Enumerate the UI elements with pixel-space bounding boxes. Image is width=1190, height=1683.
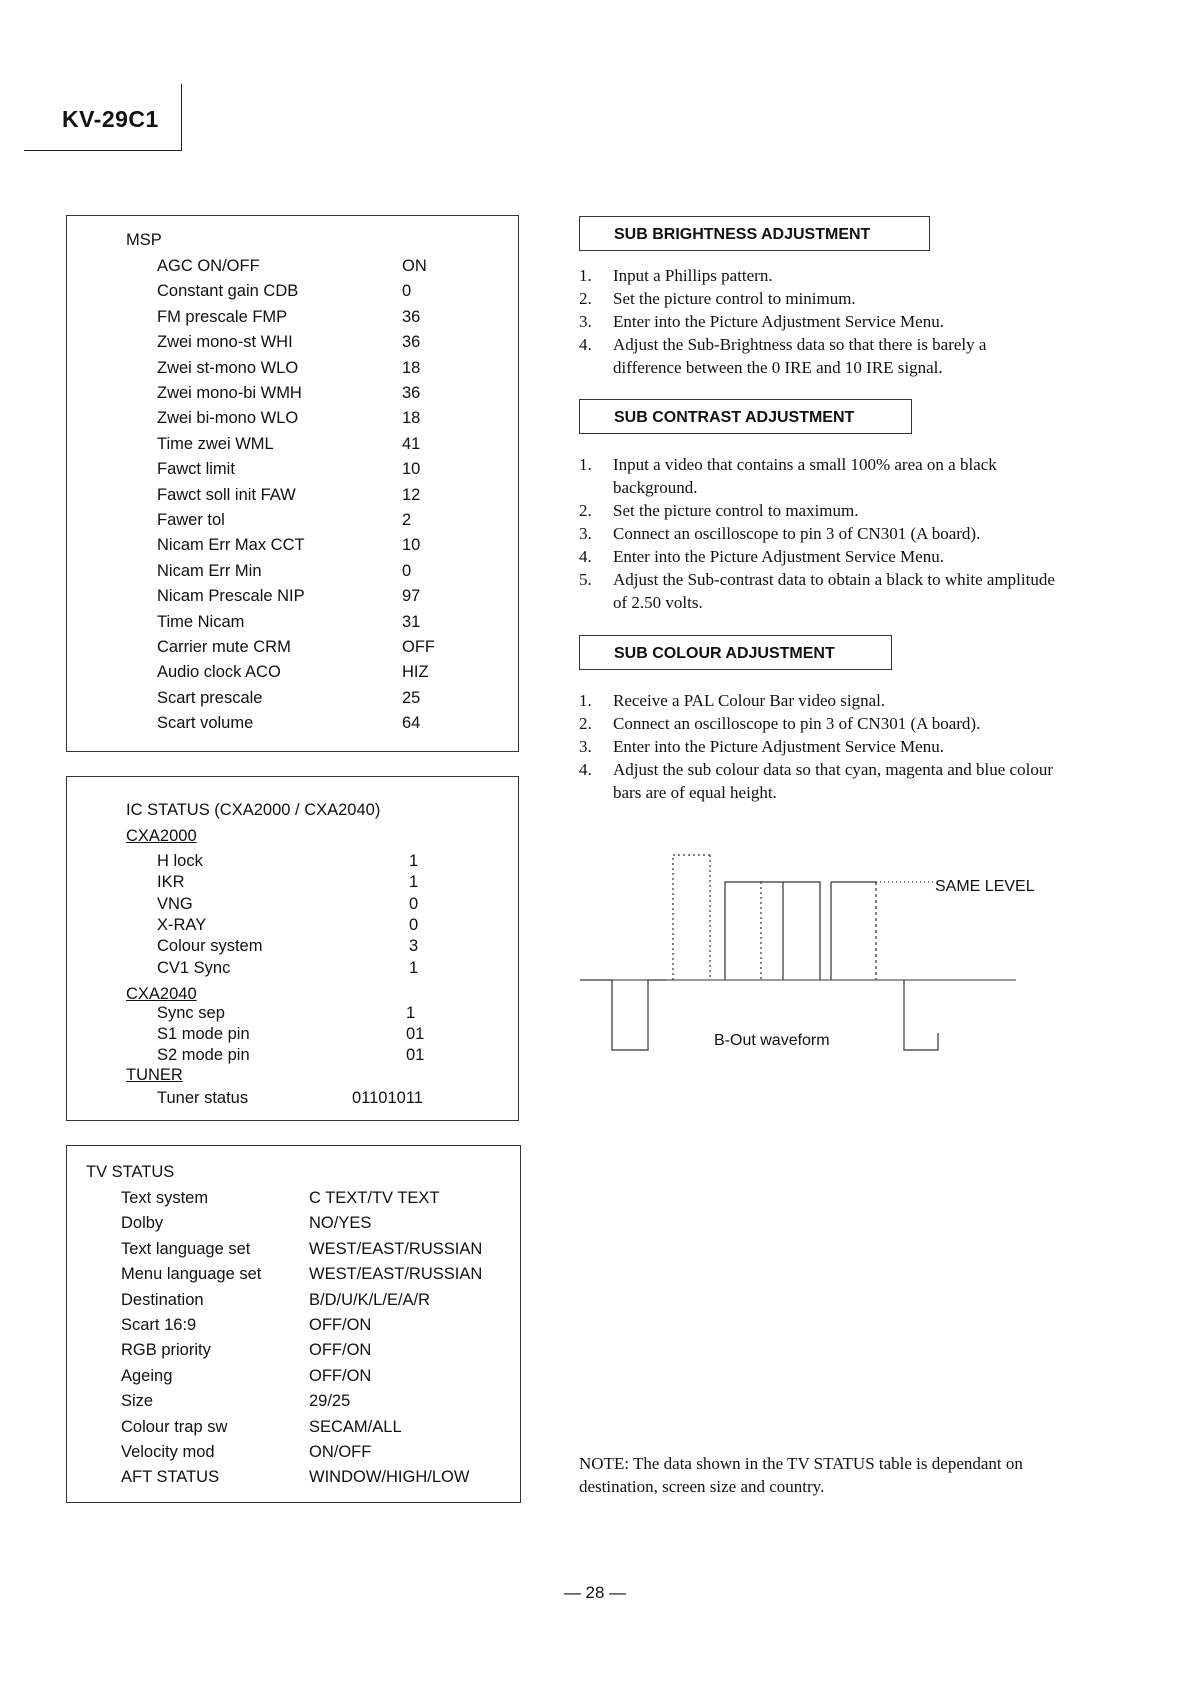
sub-contrast-heading: SUB CONTRAST ADJUSTMENT: [579, 399, 912, 434]
cxa2040-row-label: S2 mode pin: [157, 1045, 250, 1064]
sub-brightness-step-number: 3.: [579, 312, 592, 331]
msp-row-label: AGC ON/OFF: [157, 257, 260, 275]
msp-row-value: 31: [402, 612, 421, 631]
msp-row-value: ON: [402, 257, 427, 275]
msp-row-value: 18: [402, 409, 421, 428]
tuner-row-label: Tuner status: [157, 1089, 249, 1107]
sub-contrast-step-text: Adjust the Sub-contrast data to obtain a black to white amplitude of 2.50 volts.: [613, 570, 1055, 612]
tv-status-row-value: OFF/ON: [309, 1341, 372, 1360]
msp-row-value: 10: [402, 460, 421, 479]
tv-status-row-label: Text language set: [121, 1239, 251, 1258]
cxa2040-row-value: 01: [406, 1024, 425, 1043]
sub-contrast-steps: [579, 453, 1059, 614]
msp-row-label: Time Nicam: [157, 612, 245, 631]
sub-colour-step: [579, 712, 1059, 735]
header-divider-horizontal: [24, 150, 182, 151]
cxa2000-row-value: 0: [409, 894, 419, 913]
sub-brightness-step-text: Adjust the Sub-Brightness data so that there is barely a difference between the 0 IRE and 10 IRE signal.: [613, 335, 987, 377]
cxa2000-row-label: X-RAY: [157, 915, 207, 934]
msp-row-value: 0: [402, 282, 412, 301]
tuner-row-value: 01101011: [352, 1089, 423, 1107]
sub-brightness-step-text: Enter into the Picture Adjustment Service Menu.: [613, 312, 944, 331]
tv-status-row-value: B/D/U/K/L/E/A/R: [309, 1290, 431, 1309]
sub-colour-step-number: 2.: [579, 714, 592, 733]
msp-row-label: Time zwei WML: [157, 434, 274, 453]
sub-brightness-step-number: 2.: [579, 289, 592, 308]
msp-row-label: Zwei mono-bi WMH: [157, 384, 302, 402]
sub-brightness-step: [579, 333, 1059, 379]
cxa2000-heading: CXA2000: [126, 827, 197, 845]
cxa2000-row-value: 1: [409, 873, 419, 892]
tv-status-title: TV STATUS: [86, 1163, 175, 1181]
msp-row-value: HIZ: [402, 663, 429, 682]
msp-row-label: Audio clock ACO: [157, 663, 281, 682]
msp-row-label: Nicam Err Min: [157, 561, 262, 580]
sub-colour-step-text: Enter into the Picture Adjustment Service Menu.: [613, 737, 944, 756]
msp-row-label: Fawct soll init FAW: [157, 485, 296, 504]
sub-colour-step-number: 3.: [579, 737, 592, 756]
cxa2040-row-label: Sync sep: [157, 1004, 225, 1022]
sub-colour-step: [579, 689, 1059, 712]
header-divider-vertical: [181, 84, 182, 150]
page-number: — 28 —: [563, 1583, 627, 1602]
cxa2000-row-value: 1: [409, 852, 419, 870]
msp-row-value: 41: [402, 434, 421, 453]
cxa2000-row-value: 0: [409, 915, 419, 934]
sub-colour-step-text: Adjust the sub colour data so that cyan, magenta and blue colour bars are of equal height.: [613, 760, 1053, 802]
sub-contrast-step: [579, 499, 1059, 522]
sub-colour-step: [579, 758, 1059, 804]
msp-row-value: 0: [402, 561, 412, 580]
cxa2000-row-value: 3: [409, 937, 419, 956]
msp-title: MSP: [126, 231, 162, 249]
tv-status-row-value: C TEXT/TV TEXT: [309, 1189, 440, 1207]
same-level-label: SAME LEVEL: [935, 878, 1035, 895]
sub-colour-heading: SUB COLOUR ADJUSTMENT: [579, 635, 892, 670]
msp-row-value: 12: [402, 485, 421, 504]
tv-status-row-label: Ageing: [121, 1366, 173, 1385]
sub-contrast-step-text: Enter into the Picture Adjustment Service Menu.: [613, 547, 944, 566]
sub-brightness-step-text: Input a Phillips pattern.: [613, 266, 773, 285]
tv-status-row-value: WINDOW/HIGH/LOW: [309, 1468, 470, 1487]
sub-colour-step-number: 4.: [579, 760, 592, 779]
tv-status-row-value: 29/25: [309, 1392, 351, 1411]
tuner-heading: TUNER: [126, 1066, 183, 1084]
b-out-waveform-diagram: [578, 845, 1078, 1065]
tv-status-row-value: NO/YES: [309, 1214, 372, 1233]
sub-brightness-step-number: 4.: [579, 335, 592, 354]
tv-status-table: [66, 1145, 521, 1503]
msp-row-value: OFF: [402, 638, 435, 656]
tv-status-row-value: ON/OFF: [309, 1443, 372, 1461]
msp-row-value: 10: [402, 536, 421, 555]
sub-contrast-step-number: 5.: [579, 570, 592, 589]
msp-row-label: Fawct limit: [157, 460, 235, 479]
sub-contrast-step-number: 3.: [579, 524, 592, 543]
cxa2000-row-label: H lock: [157, 852, 203, 870]
msp-row-label: Fawer tol: [157, 511, 225, 529]
sub-colour-steps: [579, 689, 1059, 804]
sub-contrast-step-number: 4.: [579, 547, 592, 566]
sub-brightness-step: [579, 264, 1059, 287]
msp-row-value: 25: [402, 688, 421, 707]
cxa2000-row-value: 1: [409, 958, 419, 977]
cxa2000-row-label: Colour system: [157, 937, 263, 956]
msp-row-value: 64: [402, 714, 421, 733]
note-text: NOTE: The data shown in the TV STATUS table is dependant on destination, screen size and country.: [579, 1454, 1023, 1496]
sub-brightness-step-number: 1.: [579, 266, 592, 285]
sub-colour-step: [579, 735, 1059, 758]
msp-row-value: 97: [402, 587, 421, 606]
cxa2000-row-label: IKR: [157, 873, 185, 892]
cxa2000-row-label: VNG: [157, 894, 193, 913]
sub-brightness-steps: [579, 264, 1059, 379]
sub-brightness-step-text: Set the picture control to minimum.: [613, 289, 856, 308]
msp-row-label: Scart prescale: [157, 688, 263, 707]
sub-contrast-step: [579, 545, 1059, 568]
tv-status-row-value: SECAM/ALL: [309, 1417, 402, 1436]
sub-colour-step-text: Connect an oscilloscope to pin 3 of CN301 (A board).: [613, 714, 981, 733]
tv-status-row-label: Dolby: [121, 1214, 164, 1233]
msp-row-label: Zwei st-mono WLO: [157, 358, 299, 377]
tv-status-row-label: Text system: [121, 1189, 209, 1207]
cxa2040-heading: CXA2040: [126, 985, 197, 1003]
sub-colour-step-number: 1.: [579, 691, 592, 710]
sub-contrast-step: [579, 522, 1059, 545]
msp-row-label: Zwei mono-st WHI: [157, 333, 293, 352]
msp-row-value: 36: [402, 333, 421, 352]
msp-row-label: Scart volume: [157, 714, 254, 733]
tv-status-row-value: OFF/ON: [309, 1366, 372, 1385]
cxa2040-row-label: S1 mode pin: [157, 1024, 250, 1043]
sub-brightness-step: [579, 310, 1059, 333]
sub-contrast-step-text: Connect an oscilloscope to pin 3 of CN301 (A board).: [613, 524, 981, 543]
msp-row-label: Constant gain CDB: [157, 282, 299, 301]
sub-brightness-heading: SUB BRIGHTNESS ADJUSTMENT: [579, 216, 930, 251]
msp-row-value: 2: [402, 511, 412, 529]
sub-contrast-step-text: Set the picture control to maximum.: [613, 501, 859, 520]
tv-status-row-label: AFT STATUS: [121, 1468, 220, 1487]
cxa2040-row-value: 1: [406, 1004, 416, 1022]
sub-brightness-step: [579, 287, 1059, 310]
msp-row-label: Nicam Prescale NIP: [157, 587, 305, 606]
ic-status-title: IC STATUS (CXA2000 / CXA2040): [126, 801, 381, 819]
tv-status-row-label: Size: [121, 1392, 154, 1411]
sub-contrast-step-number: 1.: [579, 455, 592, 474]
tv-status-row-value: WEST/EAST/RUSSIAN: [309, 1239, 483, 1258]
tv-status-row-label: Velocity mod: [121, 1443, 215, 1461]
model-title: KV-29C1: [62, 106, 159, 132]
sub-contrast-step: [579, 453, 1059, 499]
msp-row-label: Zwei bi-mono WLO: [157, 409, 299, 428]
sub-contrast-step: [579, 568, 1059, 614]
cxa2040-row-value: 01: [406, 1045, 425, 1064]
tv-status-row-label: RGB priority: [121, 1341, 211, 1360]
sub-contrast-step-number: 2.: [579, 501, 592, 520]
tv-status-row-label: Menu language set: [121, 1265, 262, 1284]
msp-row-label: Carrier mute CRM: [157, 638, 291, 656]
ic-status-table: [66, 776, 519, 1121]
msp-row-value: 36: [402, 384, 421, 402]
msp-table: [66, 215, 519, 752]
sub-colour-step-text: Receive a PAL Colour Bar video signal.: [613, 691, 886, 710]
msp-row-label: Nicam Err Max CCT: [157, 536, 305, 555]
msp-row-label: FM prescale FMP: [157, 307, 288, 326]
tv-status-row-value: OFF/ON: [309, 1316, 372, 1334]
tv-status-row-label: Scart 16:9: [121, 1316, 197, 1334]
tv-status-row-label: Colour trap sw: [121, 1417, 228, 1436]
sub-contrast-step-text: Input a video that contains a small 100% area on a black background.: [613, 455, 997, 497]
tv-status-row-label: Destination: [121, 1290, 204, 1309]
cxa2000-row-label: CV1 Sync: [157, 958, 231, 977]
tv-status-row-value: WEST/EAST/RUSSIAN: [309, 1265, 483, 1284]
msp-row-value: 36: [402, 307, 421, 326]
msp-row-value: 18: [402, 358, 421, 377]
waveform-caption: B-Out waveform: [714, 1032, 830, 1049]
